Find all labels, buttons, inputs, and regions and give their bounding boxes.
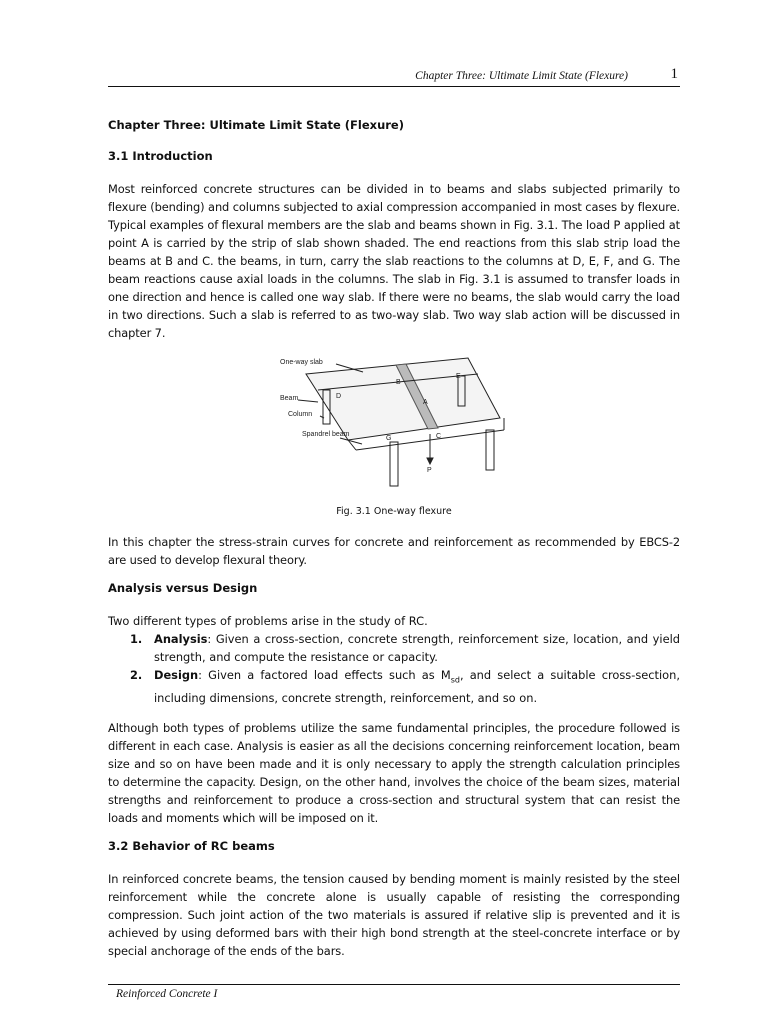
subscript-sd: sd (450, 675, 460, 685)
one-way-flexure-diagram (278, 354, 508, 494)
page-footer (108, 984, 680, 1000)
page-number: 1 (670, 66, 678, 82)
list-term: Analysis (154, 632, 208, 646)
section-heading-behavior: 3.2 Behavior of RC beams (108, 839, 275, 854)
introduction-paragraph: Most reinforced concrete structures can be divided in to beams and slabs subjected primarily to flexure (bending) and columns subjected to axial compression accompanied in most cases by flexure. Typical examples of flexural members are the slab and beams shown in Fig. 3.1. The load P applied at point A is carried by the strip of slab shown shaded. The end reactions from this slab strip load the beams at B and C. the beams, in turn, carry the slab reactions to the columns at D, E, F, and G. The beam reactions cause axial loads in the columns. The slab in Fig. 3.1 is assumed to transfer loads in one direction and hence is called one way slab. If there were no beams, the slab would carry the load in two directions. Such a slab is referred to as two-way slab. Two way slab action will be discussed in chapter 7. (108, 182, 680, 340)
list-item-analysis (108, 630, 680, 666)
column-f (486, 430, 494, 470)
label-one-way-slab: One-way slab (280, 359, 323, 366)
label-c: C (436, 433, 442, 440)
list-text: : Given a cross-section, concrete strength, reinforcement size, location, and yield strength, and compute the resistance or capacity. (154, 632, 680, 664)
label-a: A (423, 399, 428, 406)
subheading-analysis-versus-design: Analysis versus Design (108, 581, 258, 595)
page-header (108, 66, 680, 87)
section-heading-introduction: 3.1 Introduction (108, 149, 213, 163)
column-g (390, 442, 398, 486)
list-text: : Given a factored load effects such as M (198, 668, 451, 682)
figure-caption: Fig. 3.1 One-way flexure (336, 506, 452, 517)
label-b: B (396, 379, 401, 386)
list-number: 1. (130, 632, 143, 646)
label-beam: Beam (280, 395, 299, 402)
page-content (108, 118, 680, 972)
label-column: Column (288, 411, 313, 418)
list-number: 2. (130, 668, 143, 682)
figure-one-way-flexure (108, 354, 680, 504)
stress-strain-paragraph: In this chapter the stress-strain curves for concrete and reinforcement as recommended by EBCS-2 are used to develop flexural theory. (108, 535, 680, 567)
problem-types-intro: Two different types of problems arise in the study of RC. (108, 614, 428, 628)
chapter-title: Chapter Three: Ultimate Limit State (Flexure) (108, 118, 404, 132)
problem-types-list (108, 630, 680, 707)
behavior-paragraph: In reinforced concrete beams, the tension caused by bending moment is mainly resisted by the steel reinforcement while the concrete alone is usually capable of resisting the corresponding compression. Such joint action of the two materials is assured if relative slip is prevented and it is achieved by using deformed bars with their high bond strength at the steel-concrete interface or by special anchorage of the ends of the bars. (108, 872, 680, 959)
label-d: D (336, 393, 342, 400)
label-g: G (386, 435, 392, 442)
footer-text: Reinforced Concrete I (116, 988, 218, 1000)
label-p: P (427, 467, 432, 474)
list-term: Design (154, 668, 199, 682)
analysis-design-paragraph: Although both types of problems utilize the same fundamental principles, the procedure followed is different in each case. Analysis is easier as all the decisions concerning reinforcement location, beam size and so on have been made and it is only necessary to apply the strength calculation principles to determine the capacity. Design, on the other hand, involves the choice of the beam sizes, material strengths and reinforcement to produce a cross-section and structural system that can resist the loads and moments which will be imposed on it. (108, 721, 680, 826)
list-text-cont: , and select a suitable cross-section, including dimensions, concrete strength, reinforcement, and so on. (154, 668, 680, 706)
label-e: E (456, 373, 461, 380)
list-item-design (108, 666, 680, 707)
header-title: Chapter Three: Ultimate Limit State (Flexure) (415, 70, 628, 82)
label-spandrel-beam: Spandrel beam (302, 431, 350, 438)
